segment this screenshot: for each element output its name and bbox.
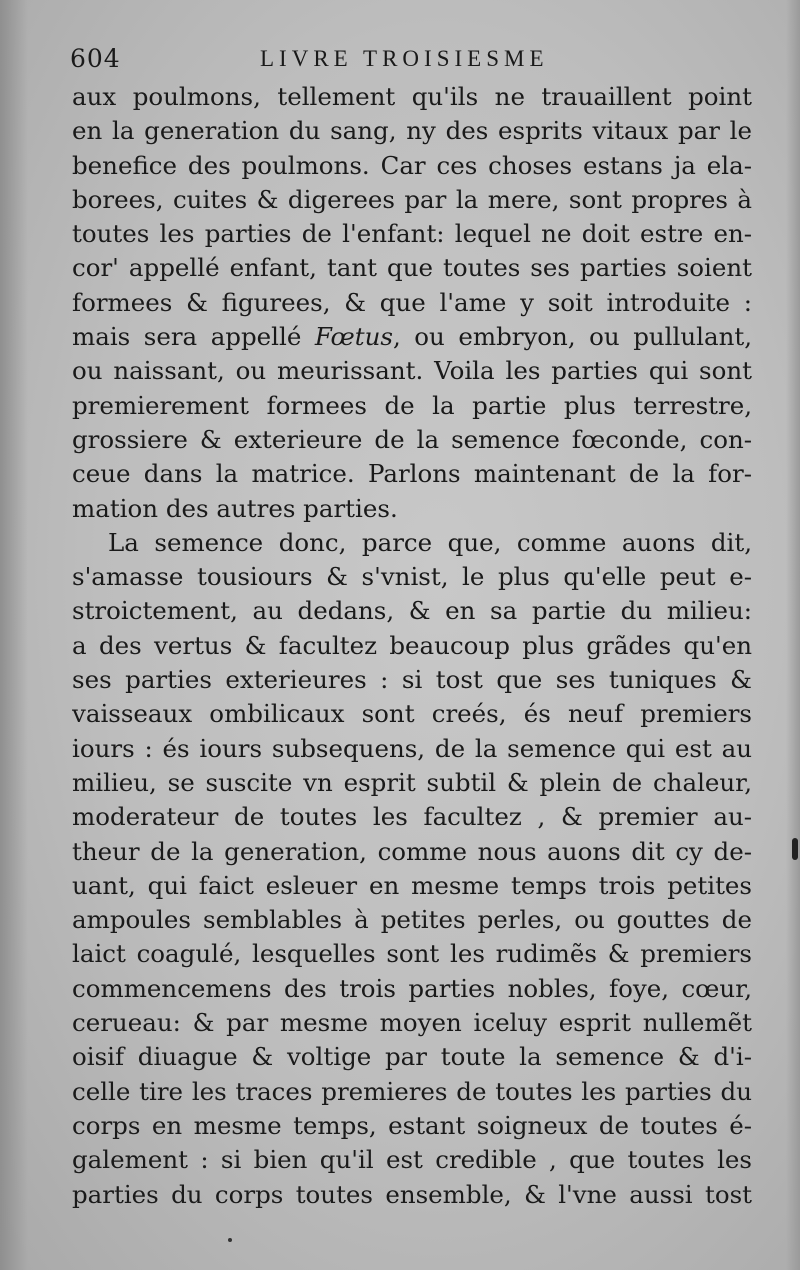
text-line: grossiere & exterieure de la semence fœconde, con- bbox=[72, 424, 752, 454]
running-title: LIVRE TROISIESME bbox=[260, 46, 549, 71]
text-line: milieu, se suscite vn esprit subtil & plein de chaleur, bbox=[72, 767, 752, 797]
ink-blot bbox=[792, 838, 798, 860]
text-line: ou naissant, ou meurissant. Voila les parties qui sont bbox=[72, 356, 752, 386]
text-line: premierement formees de la partie plus terrestre, bbox=[72, 390, 752, 420]
text-line: oisif diuague & voltige par toute la semence & d'i- bbox=[72, 1042, 752, 1072]
text-line: corps en mesme temps, estant soigneux de toutes é- bbox=[72, 1110, 752, 1140]
page-edge-shadow bbox=[786, 0, 800, 1270]
text-line: en la generation du sang, ny des esprits vitaux par le bbox=[72, 116, 752, 146]
text-line: iours : és iours subsequens, de la semence qui est au bbox=[72, 733, 752, 763]
italic-term: Fœtus bbox=[314, 322, 393, 352]
ink-dot bbox=[228, 1238, 232, 1242]
text-line: laict coagulé, lesquelles sont les rudimẽs & premiers bbox=[72, 939, 752, 969]
page-header bbox=[70, 44, 730, 78]
text-line: formees & figurees, & que l'ame y soit introduite : bbox=[72, 287, 752, 317]
text-line: celle tire les traces premieres de toutes les parties du bbox=[72, 1076, 752, 1106]
text-line: toutes les parties de l'enfant: lequel ne doit estre en- bbox=[72, 219, 752, 249]
text-line: vaisseaux ombilicaux sont creés, és neuf premiers bbox=[72, 699, 752, 729]
text-line: parties du corps toutes ensemble, & l'vne aussi tost bbox=[72, 1179, 752, 1209]
text-line bbox=[72, 320, 752, 354]
text-line: cerueau: & par mesme moyen iceluy esprit nullemẽt bbox=[72, 1008, 752, 1038]
text-line: commencemens des trois parties nobles, foye, cœur, bbox=[72, 973, 752, 1003]
text-line: a des vertus & facultez beaucoup plus grãdes qu'en bbox=[72, 630, 752, 660]
text-line: galement : si bien qu'il est credible , que toutes les bbox=[72, 1145, 752, 1175]
text-line: stroictement, au dedans, & en sa partie du milieu: bbox=[72, 596, 752, 626]
text-line: La semence donc, parce que, comme auons dit, bbox=[108, 527, 752, 557]
text-line: aux poulmons, tellement qu'ils ne trauaillent point bbox=[72, 82, 752, 111]
text-segment: , ou embryon, ou pullulant, bbox=[392, 322, 752, 352]
text-line: mation des autres parties. bbox=[72, 493, 398, 523]
text-line: ses parties exterieures : si tost que ses tuniques & bbox=[72, 665, 752, 695]
text-line: cor' appellé enfant, tant que toutes ses parties soient bbox=[72, 253, 752, 283]
text-line: s'amasse tousiours & s'vnist, le plus qu'elle peut e- bbox=[72, 562, 752, 592]
text-line: ampoules semblables à petites perles, ou gouttes de bbox=[72, 905, 752, 935]
gutter-shadow bbox=[0, 0, 28, 1270]
text-segment: mais sera appellé bbox=[72, 322, 315, 352]
text-line: ceue dans la matrice. Parlons maintenant de la for- bbox=[72, 459, 752, 489]
text-line: borees, cuites & digerees par la mere, sont propres à bbox=[72, 184, 752, 214]
body-text bbox=[72, 80, 752, 1212]
text-line: moderateur de toutes les facultez , & premier au- bbox=[72, 802, 752, 832]
text-line: theur de la generation, comme nous auons dit cy de- bbox=[72, 836, 752, 866]
page-number: 604 bbox=[70, 44, 121, 73]
text-line: benefice des poulmons. Car ces choses estans ja ela- bbox=[72, 150, 752, 180]
text-line: uant, qui faict esleuer en mesme temps trois petites bbox=[72, 870, 752, 900]
